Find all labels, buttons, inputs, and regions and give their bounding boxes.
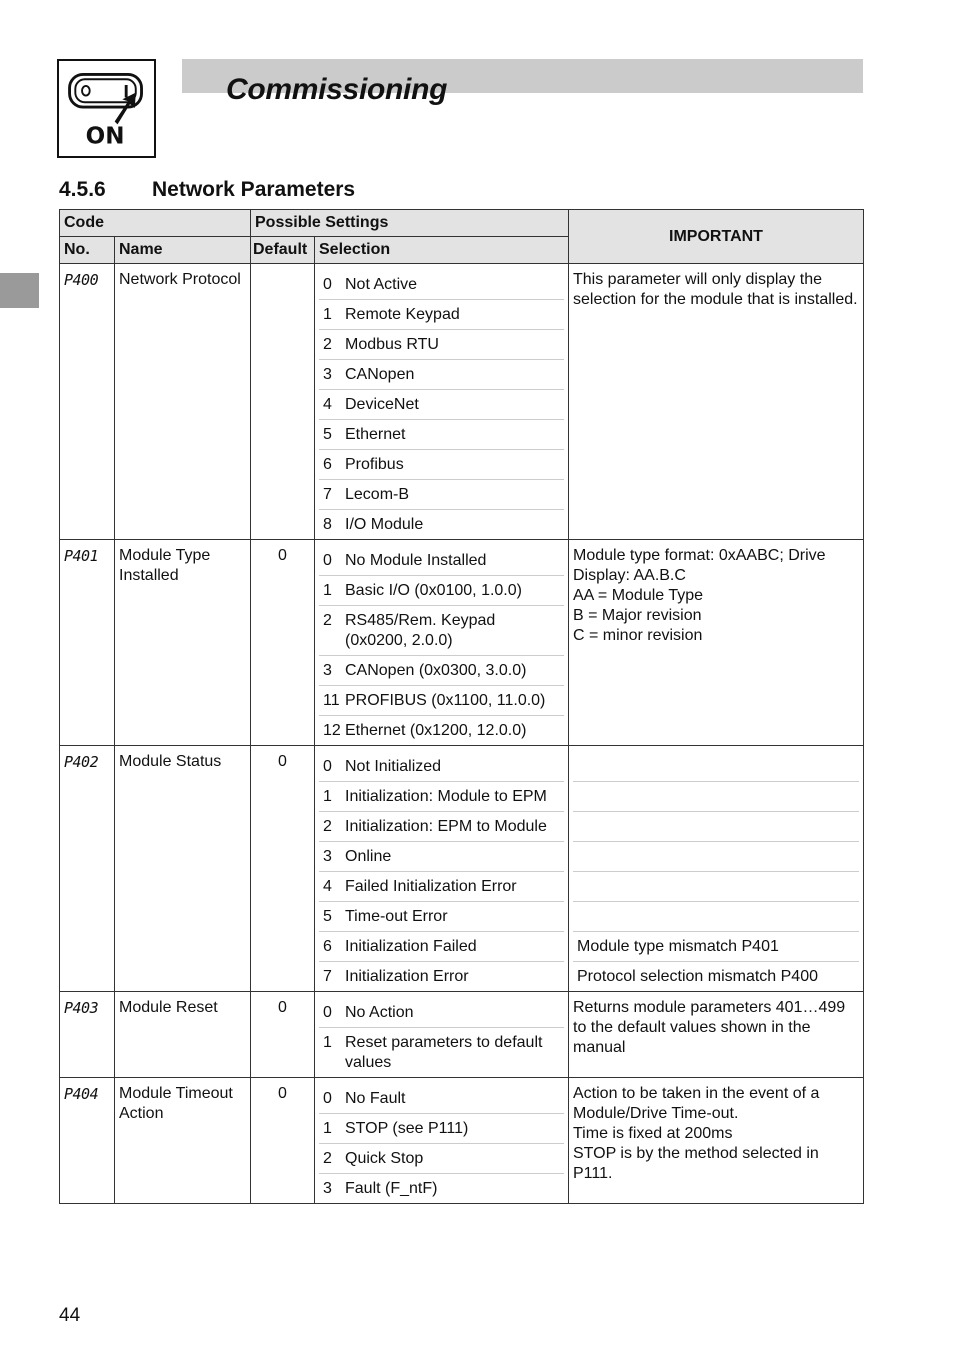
parameter-code: P403 — [60, 992, 115, 1078]
parameter-code: P402 — [60, 746, 115, 992]
selection-value: 11 — [323, 692, 340, 709]
selection-label: DeviceNet — [345, 396, 419, 413]
selection-label: PROFIBUS (0x1100, 11.0.0) — [345, 692, 546, 709]
selection-option — [319, 901, 564, 931]
page-number: 44 — [59, 1305, 81, 1326]
selection-value: 8 — [323, 516, 332, 533]
selection-label: CANopen (0x0300, 3.0.0) — [345, 662, 527, 679]
selection-option — [319, 419, 564, 449]
header-default: Default — [251, 237, 315, 264]
selection-option — [319, 811, 564, 841]
power-switch-icon-graphic — [59, 61, 154, 156]
selection-value: 1 — [323, 1120, 332, 1137]
selection-cell — [315, 992, 569, 1078]
parameter-default — [251, 264, 315, 540]
selection-value: 4 — [323, 396, 332, 413]
selection-value: 3 — [323, 848, 332, 865]
selection-value: 7 — [323, 486, 332, 503]
selection-value: 3 — [323, 366, 332, 383]
important-note: Protocol selection mismatch P400 — [573, 961, 859, 991]
important-line: Action to be taken in the event of a Module/Drive Time-out. — [573, 1085, 820, 1122]
selection-label: Profibus — [345, 456, 404, 473]
selection-value: 7 — [323, 968, 332, 985]
selection-option — [319, 479, 564, 509]
logo-text: ON — [85, 123, 125, 150]
selection-value: 1 — [323, 1034, 332, 1051]
selection-label: I/O Module — [345, 516, 424, 533]
selection-option — [319, 1113, 564, 1143]
selection-cell — [315, 746, 569, 992]
parameter-code: P404 — [60, 1078, 115, 1204]
selection-value: 6 — [323, 938, 332, 955]
selection-label: No Action — [345, 1004, 414, 1021]
selection-option — [319, 299, 564, 329]
selection-label: Fault (F_ntF) — [345, 1180, 438, 1197]
selection-option — [319, 575, 564, 605]
selection-cell — [315, 1078, 569, 1204]
selection-option — [319, 509, 564, 539]
selection-option — [319, 389, 564, 419]
selection-value: 2 — [323, 1150, 332, 1167]
parameter-name: Network Protocol — [115, 264, 251, 540]
header-possible-settings: Possible Settings — [251, 210, 569, 237]
selection-label: Reset parameters to default values — [345, 1034, 543, 1071]
header-no: No. — [60, 237, 115, 264]
selection-label: CANopen — [345, 366, 415, 383]
header-important: IMPORTANT — [569, 210, 864, 264]
important-cell — [569, 1078, 864, 1204]
selection-value: 2 — [323, 336, 332, 353]
selection-label: Ethernet — [345, 426, 406, 443]
parameter-name: Module Reset — [115, 992, 251, 1078]
selection-value: 0 — [323, 758, 332, 775]
selection-option — [319, 359, 564, 389]
network-parameters-table — [59, 209, 864, 1204]
selection-label: RS485/Rem. Keypad (0x0200, 2.0.0) — [345, 612, 496, 649]
selection-label: Modbus RTU — [345, 336, 439, 353]
selection-label: Time-out Error — [345, 908, 448, 925]
selection-label: Ethernet (0x1200, 12.0.0) — [345, 722, 527, 739]
selection-option — [319, 1027, 564, 1077]
selection-cell — [315, 540, 569, 746]
selection-option — [319, 449, 564, 479]
selection-label: No Fault — [345, 1090, 406, 1107]
important-line: STOP is by the method selected in P111. — [573, 1145, 819, 1182]
header-name: Name — [115, 237, 251, 264]
selection-option — [319, 961, 564, 991]
important-note — [573, 781, 859, 811]
selection-label: Not Active — [345, 276, 418, 293]
selection-label: Initialization: Module to EPM — [345, 788, 547, 805]
selection-label: Quick Stop — [345, 1150, 424, 1167]
selection-cell — [315, 264, 569, 540]
selection-value: 12 — [323, 722, 341, 739]
selection-value: 1 — [323, 306, 332, 323]
parameter-default: 0 — [251, 540, 315, 746]
parameter-default: 0 — [251, 746, 315, 992]
selection-label: Lecom-B — [345, 486, 410, 503]
selection-option — [319, 1084, 564, 1113]
selection-value: 5 — [323, 908, 332, 925]
parameter-code: P401 — [60, 540, 115, 746]
important-line: Time is fixed at 200ms — [573, 1125, 733, 1142]
parameter-default: 0 — [251, 992, 315, 1078]
important-line: C = minor revision — [573, 627, 703, 644]
selection-label: No Module Installed — [345, 552, 487, 569]
parameter-default: 0 — [251, 1078, 315, 1204]
table-row — [60, 992, 864, 1078]
selection-option — [319, 781, 564, 811]
important-line: B = Major revision — [573, 607, 702, 624]
important-note: Module type mismatch P401 — [573, 931, 859, 961]
parameter-name: Module Status — [115, 746, 251, 992]
selection-option — [319, 752, 564, 781]
parameter-name: Module Type Installed — [115, 540, 251, 746]
selection-label: Online — [345, 848, 392, 865]
important-note — [573, 901, 859, 931]
important-note — [573, 752, 859, 781]
selection-option — [319, 546, 564, 575]
selection-option — [319, 685, 564, 715]
important-note — [573, 871, 859, 901]
selection-value: 1 — [323, 582, 332, 599]
selection-value: 1 — [323, 788, 332, 805]
selection-label: Failed Initialization Error — [345, 878, 517, 895]
important-note — [573, 841, 859, 871]
important-cell: Returns module parameters 401…499 to the default values shown in the manual — [569, 992, 864, 1078]
selection-option — [319, 841, 564, 871]
parameter-name: Module Timeout Action — [115, 1078, 251, 1204]
selection-option — [319, 1143, 564, 1173]
selection-value: 0 — [323, 276, 332, 293]
selection-value: 4 — [323, 878, 332, 895]
header-selection: Selection — [315, 237, 569, 264]
selection-option — [319, 871, 564, 901]
section-title: Network Parameters — [152, 178, 356, 201]
important-note — [573, 811, 859, 841]
selection-value: 0 — [323, 552, 332, 569]
selection-value: 3 — [323, 1180, 332, 1197]
page-title: Commissioning — [226, 73, 448, 106]
selection-option — [319, 605, 564, 655]
selection-label: STOP (see P111) — [345, 1120, 469, 1137]
selection-label: Remote Keypad — [345, 306, 460, 323]
important-cell: This parameter will only display the selection for the module that is installed. — [569, 264, 864, 540]
section-heading — [59, 176, 355, 204]
selection-option — [319, 998, 564, 1027]
selection-label: Basic I/O (0x0100, 1.0.0) — [345, 582, 522, 599]
selection-value: 2 — [323, 612, 332, 629]
selection-value: 3 — [323, 662, 332, 679]
selection-option — [319, 270, 564, 299]
selection-label: Not Initialized — [345, 758, 442, 775]
power-switch-icon — [57, 59, 156, 158]
important-line: Module type format: 0xAABC; Drive Display: AA.B.C — [573, 547, 826, 584]
selection-label: Initialization: EPM to Module — [345, 818, 547, 835]
selection-label: Initialization Failed — [345, 938, 477, 955]
important-line: AA = Module Type — [573, 587, 704, 604]
section-number: 4.5.6 — [59, 178, 106, 201]
selection-label: Initialization Error — [345, 968, 469, 985]
selection-value: 0 — [323, 1004, 332, 1021]
table-row — [60, 1078, 864, 1204]
table-row — [60, 540, 864, 746]
header-code: Code — [60, 210, 251, 237]
side-tab-marker — [0, 273, 39, 308]
parameter-code: P400 — [60, 264, 115, 540]
selection-option — [319, 655, 564, 685]
selection-value: 6 — [323, 456, 332, 473]
table-row — [60, 264, 864, 540]
selection-option — [319, 715, 564, 745]
table-body — [60, 264, 864, 1204]
selection-value: 5 — [323, 426, 332, 443]
selection-option — [319, 1173, 564, 1203]
table-row — [60, 746, 864, 992]
important-cell — [569, 540, 864, 746]
important-cell — [569, 746, 864, 992]
selection-option — [319, 329, 564, 359]
selection-option — [319, 931, 564, 961]
selection-value: 2 — [323, 818, 332, 835]
selection-value: 0 — [323, 1090, 332, 1107]
